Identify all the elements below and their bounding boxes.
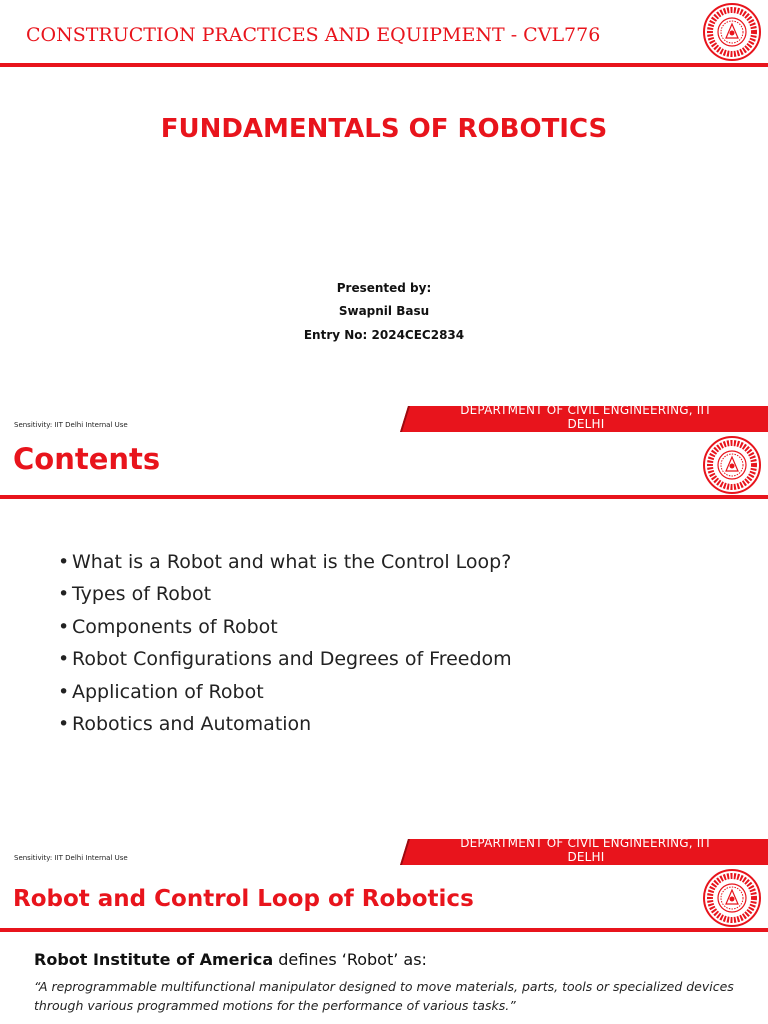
slide-title: Robot and Control Loop of Robotics (13, 886, 474, 912)
header-divider (0, 928, 768, 932)
list-item (58, 643, 512, 675)
slide-title: Contents (13, 442, 161, 476)
robot-definition-quote: “A reprogrammable multifunctional manipulator designed to move materials, parts, tools or specialized devices through various programmed motions for the performance of various tasks.” (34, 979, 734, 1013)
presenter-name: Swapnil Basu (338, 304, 430, 318)
sensitivity-label: Sensitivity: IIT Delhi Internal Use (14, 421, 128, 429)
bullet-glyph: • (58, 583, 70, 606)
list-item (58, 676, 512, 708)
bullet-glyph: • (58, 648, 70, 671)
department-banner (400, 836, 768, 865)
iit-delhi-logo-icon (702, 868, 762, 928)
bullet-glyph: • (58, 615, 70, 638)
course-title: CONSTRUCTION PRACTICES AND EQUIPMENT - CVL776 (26, 24, 601, 46)
iit-delhi-logo-icon (702, 2, 762, 62)
list-item-label: What is a Robot and what is the Control Loop? (72, 551, 512, 573)
header-divider (0, 63, 768, 67)
bullet-glyph: • (58, 551, 70, 573)
slide-title: FUNDAMENTALS OF ROBOTICS (160, 114, 608, 144)
list-item-label: Types of Robot (72, 583, 212, 606)
title-slide (0, 0, 768, 432)
presented-by-label: Presented by: (336, 281, 432, 295)
list-item-label: Application of Robot (72, 680, 264, 703)
contents-list (58, 546, 512, 740)
list-item (58, 578, 512, 610)
department-label: DEPARTMENT OF CIVIL ENGINEERING, IIT DELHI (460, 403, 712, 431)
bullet-glyph: • (58, 680, 70, 703)
bullet-glyph: • (58, 712, 70, 735)
definition-intro (34, 950, 427, 969)
robot-definition-slide (0, 866, 768, 1024)
department-label: DEPARTMENT OF CIVIL ENGINEERING, IIT DELHI (460, 836, 712, 864)
contents-slide (0, 432, 768, 866)
definer-name: Robot Institute of America (34, 950, 274, 969)
list-item-label: Components of Robot (72, 615, 278, 638)
iit-delhi-logo-icon (702, 435, 762, 495)
list-item-label: Robot Configurations and Degrees of Freedom (72, 648, 512, 671)
department-banner (400, 403, 768, 432)
list-item (58, 708, 512, 740)
definition-suffix: defines ‘Robot’ as: (273, 950, 427, 969)
list-item (58, 611, 512, 643)
header-divider (0, 495, 768, 499)
sensitivity-label: Sensitivity: IIT Delhi Internal Use (14, 854, 128, 862)
list-item (58, 546, 512, 578)
list-item-label: Robotics and Automation (72, 712, 312, 735)
entry-number: Entry No: 2024CEC2834 (303, 328, 465, 342)
